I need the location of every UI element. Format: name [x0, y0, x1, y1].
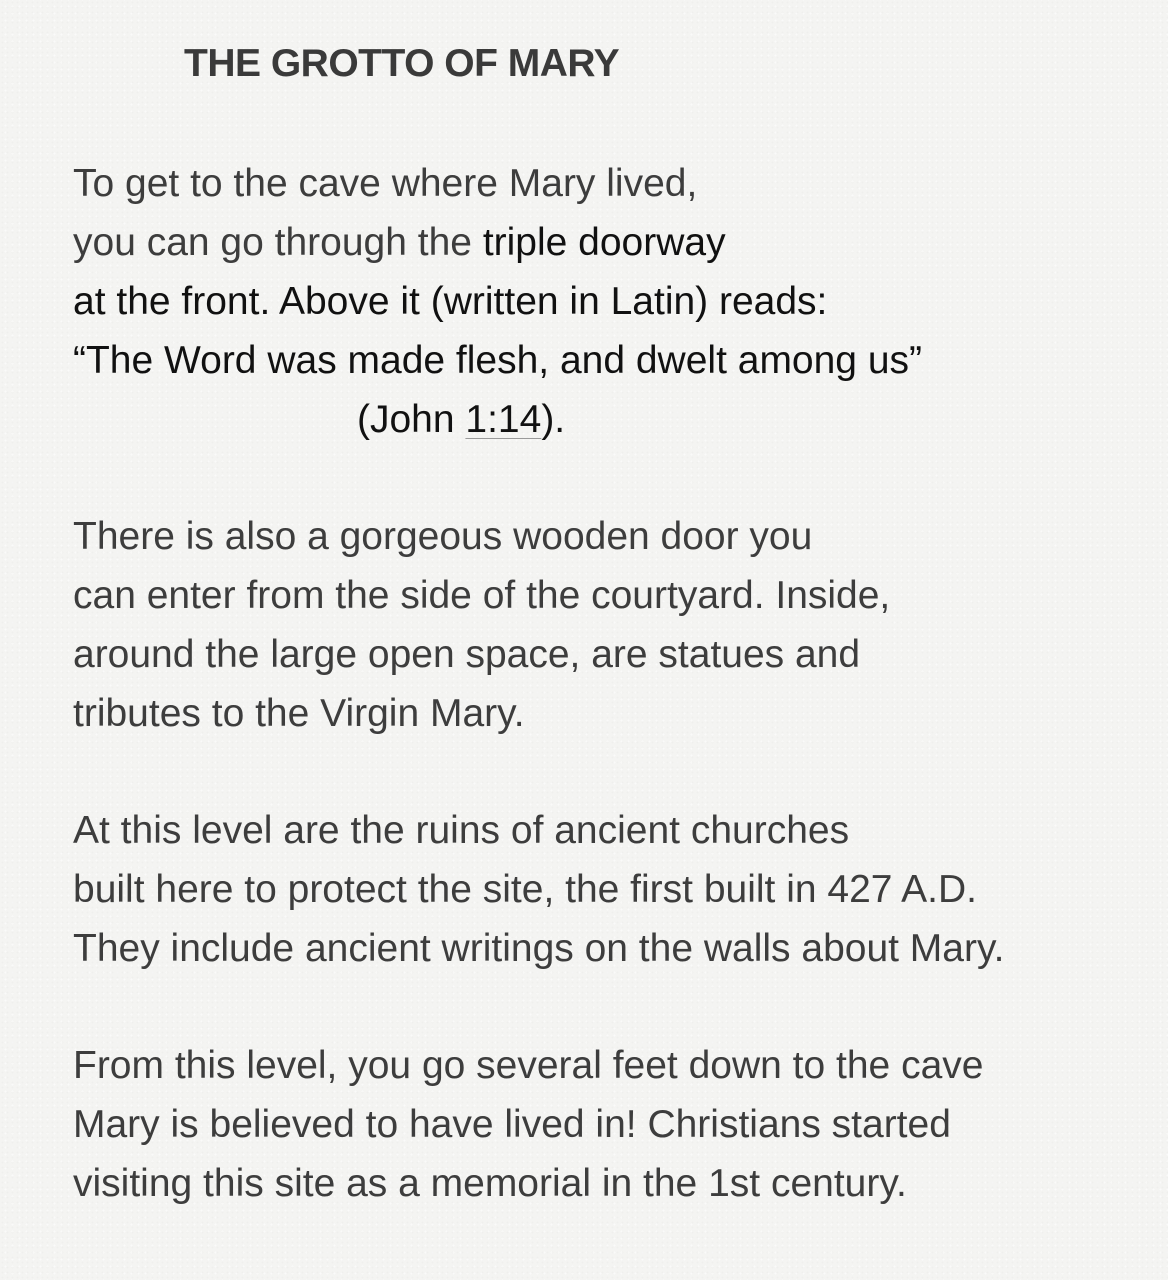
paragraph-1-line-3: at the front. Above it (written in Latin) reads: — [73, 280, 828, 323]
paragraph-2-line-1: There is also a gorgeous wooden door you — [73, 515, 813, 558]
paragraph-3-line-3: They include ancient writings on the walls about Mary. — [73, 927, 1005, 970]
page-title: THE GROTTO OF MARY — [184, 42, 620, 85]
paragraph-1-line-1: To get to the cave where Mary lived, — [73, 162, 698, 205]
paragraph-1-quote: “The Word was made flesh, and dwelt among us” — [73, 339, 923, 382]
scripture-reference-close: ). — [541, 398, 566, 441]
paragraph-2-line-2: can enter from the side of the courtyard. Inside, — [73, 574, 891, 617]
scripture-reference-open: (John — [357, 398, 466, 441]
paragraph-1-line-2-start: you can go through the — [73, 221, 483, 264]
paragraph-3-line-2: built here to protect the site, the first built in 427 A.D. — [73, 868, 977, 911]
paragraph-2-line-3: around the large open space, are statues and — [73, 633, 861, 676]
paragraph-1-line-2 — [73, 219, 726, 267]
scripture-reference-link[interactable]: 1:14 — [465, 398, 542, 441]
paragraph-1-line-2-end: triple doorway — [482, 221, 726, 264]
scripture-reference — [357, 396, 565, 444]
paragraph-4-line-2: Mary is believed to have lived in! Christians started — [73, 1103, 951, 1146]
paragraph-2-line-4: tributes to the Virgin Mary. — [73, 692, 525, 735]
paragraph-3-line-1: At this level are the ruins of ancient churches — [73, 809, 850, 852]
paragraph-4-line-3: visiting this site as a memorial in the 1st century. — [73, 1162, 907, 1205]
paragraph-4-line-1: From this level, you go several feet down to the cave — [73, 1044, 984, 1087]
